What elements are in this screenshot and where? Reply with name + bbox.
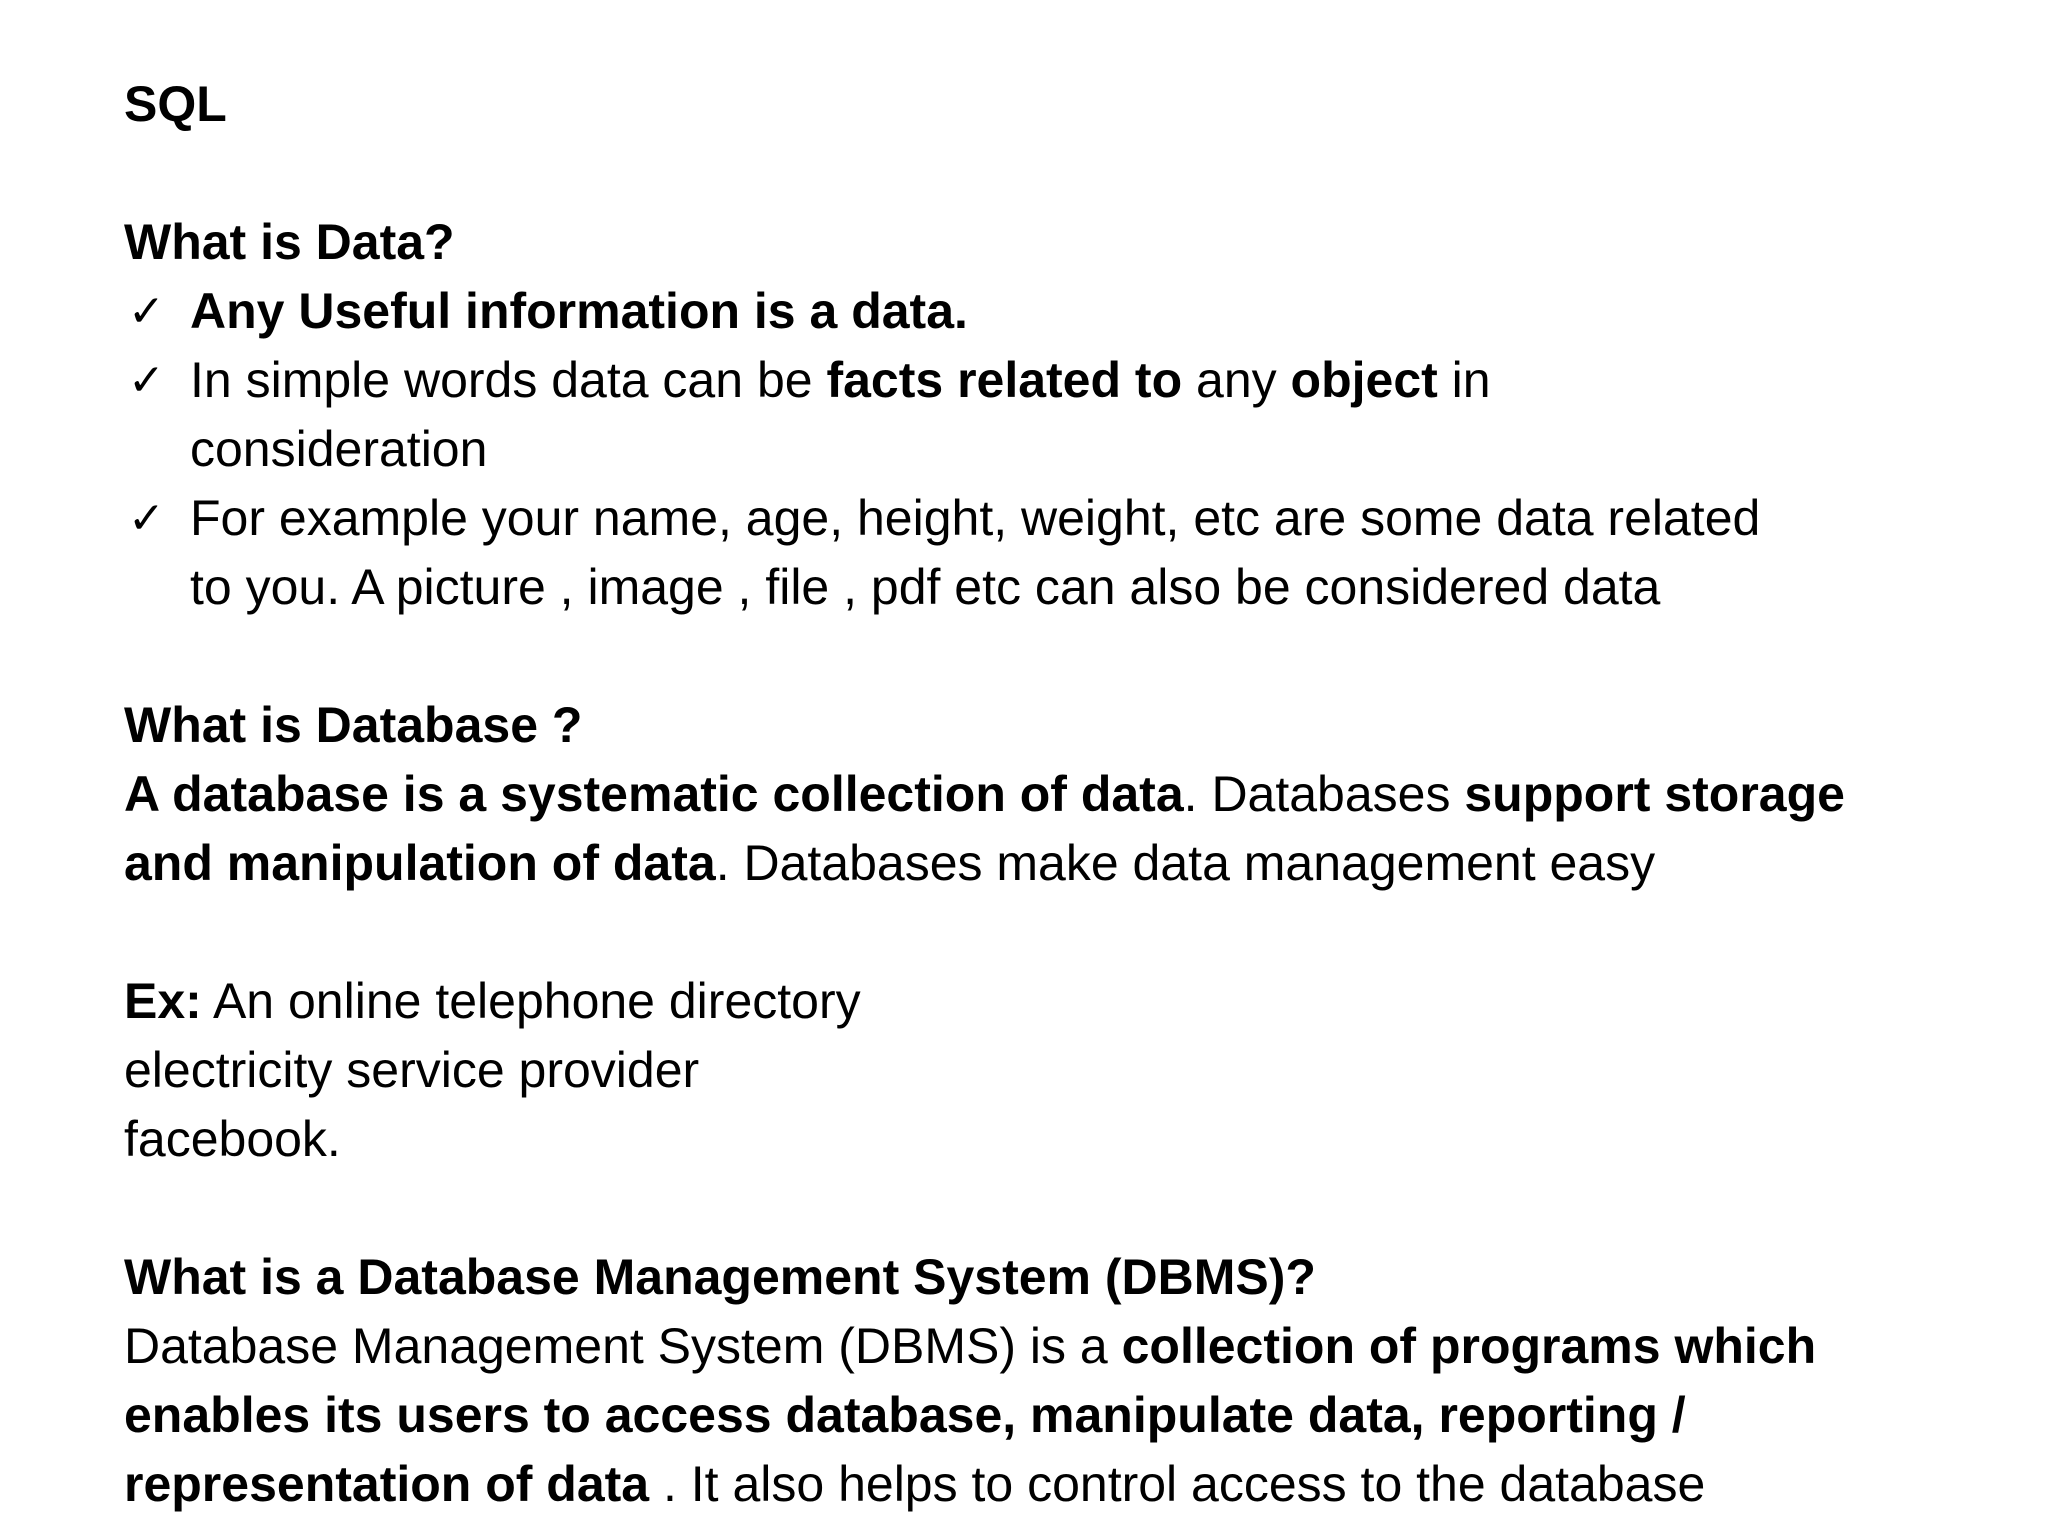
definition-emphasis: A database is a systematic collection of data: [124, 766, 1184, 822]
data-bullet-3: [124, 484, 1924, 553]
definition-emphasis: support storage: [1464, 766, 1845, 822]
data-bullet-3-continuation: to you. A picture , image , file , pdf etc can also be considered data: [190, 559, 1661, 615]
data-bullet-2-continuation: consideration: [190, 421, 488, 477]
bullet-emphasis: object: [1290, 352, 1438, 408]
definition-text: . Databases: [1183, 766, 1465, 822]
database-definition-line-1: [124, 760, 1924, 829]
bullet-text: in: [1437, 352, 1491, 408]
page-title: SQL: [124, 76, 227, 132]
bullet-text: Any Useful information is a data.: [190, 283, 968, 339]
dbms-heading: What is a Database Management System (DBMS)?: [124, 1249, 1316, 1305]
checkmark-icon: ✓: [128, 494, 165, 543]
bullet-text: For example your name, age, height, weight, etc are some data related: [190, 490, 1761, 546]
dbms-definition-line-3: [124, 1450, 1924, 1519]
definition-emphasis: and manipulation of data: [124, 835, 716, 891]
data-heading: What is Data?: [124, 214, 455, 270]
bullet-emphasis: facts related to: [826, 352, 1183, 408]
example-line-2: electricity service provider: [124, 1042, 700, 1098]
spacer: [124, 1174, 1924, 1243]
definition-text: Database Management System (DBMS) is a: [124, 1318, 1122, 1374]
definition-text: . It also helps to control access to the database: [649, 1456, 1706, 1512]
document-body: [124, 70, 1924, 1519]
example-text: An online telephone directory: [201, 973, 861, 1029]
spacer: [124, 139, 1924, 208]
dbms-definition-line-2: enables its users to access database, manipulate data, reporting /: [124, 1387, 1686, 1443]
checkmark-icon: ✓: [128, 356, 165, 405]
definition-text: . Databases make data management easy: [715, 835, 1656, 891]
example-line-1: [124, 967, 1924, 1036]
definition-emphasis: representation of data: [124, 1456, 650, 1512]
data-bullet-2: [124, 346, 1924, 415]
database-heading: What is Database ?: [124, 697, 583, 753]
spacer: [124, 622, 1924, 691]
spacer: [124, 898, 1924, 967]
bullet-text: In simple words data can be: [190, 352, 827, 408]
data-bullet-1: [124, 277, 1924, 346]
example-label: Ex:: [124, 973, 202, 1029]
bullet-text: any: [1182, 352, 1291, 408]
database-definition-line-2: [124, 829, 1924, 898]
dbms-definition-line-1: [124, 1312, 1924, 1381]
checkmark-icon: ✓: [128, 287, 165, 336]
definition-emphasis: collection of programs which: [1121, 1318, 1817, 1374]
example-line-3: facebook.: [124, 1111, 341, 1167]
